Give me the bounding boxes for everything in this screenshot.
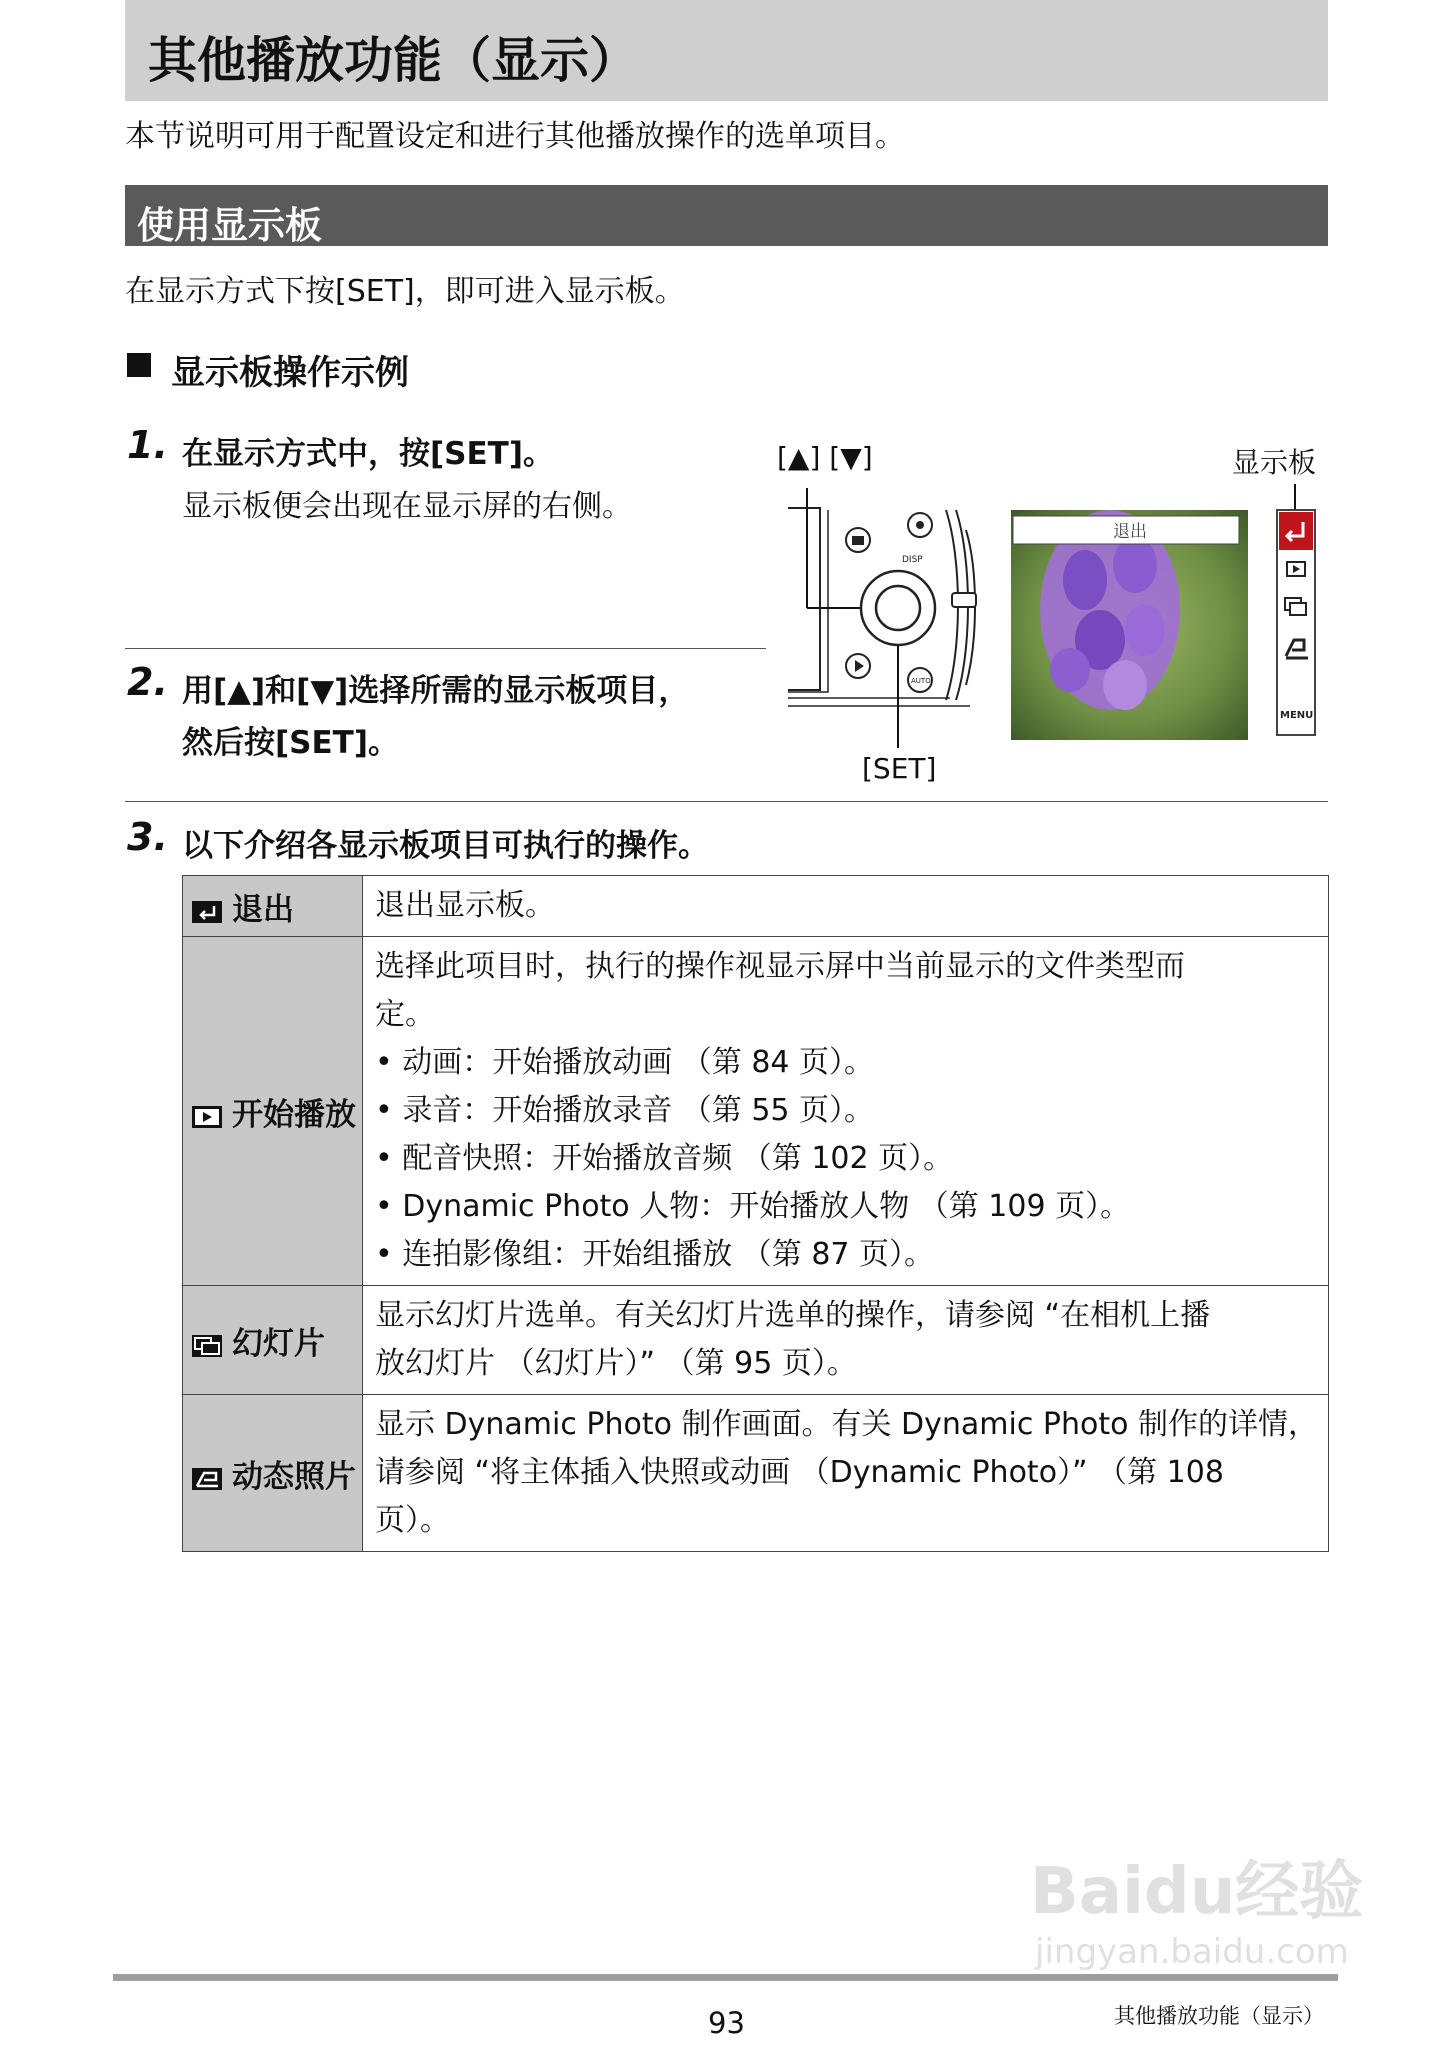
subheading: 显示板操作示例: [171, 353, 409, 393]
step-1-title: 在显示方式中，按[SET]。: [182, 436, 554, 472]
table-row: [183, 1286, 1329, 1395]
step-2-number: 2.: [127, 660, 168, 704]
bullet-item: • Dynamic Photo 人物：开始播放人物 （第 109 页）。: [375, 1189, 1131, 1224]
row-label: [183, 1286, 363, 1395]
table-row: [183, 937, 1329, 1286]
intro-text: 本节说明可用于配置设定和进行其他播放操作的选单项目。: [125, 119, 905, 154]
row-label: [183, 876, 363, 937]
row-description: [363, 1286, 1329, 1395]
exit-label: 退出: [232, 891, 294, 928]
square-bullet-icon: [127, 353, 151, 377]
step-3-title: 以下介绍各显示板项目可执行的操作。: [182, 828, 709, 864]
bullet-item: • 配音快照：开始播放音频 （第 102 页）。: [375, 1141, 954, 1176]
description-line: 页）。: [375, 1503, 451, 1538]
row-description: [363, 1395, 1329, 1552]
play-icon: [192, 1106, 222, 1128]
page-title: 其他播放功能（显示）: [148, 32, 639, 89]
description-line: 定。: [375, 997, 436, 1032]
watermark: [1030, 1840, 1363, 1972]
slideshow-icon: [192, 1335, 222, 1357]
operations-table: [182, 875, 1329, 1552]
panel-label: 显示板: [1232, 446, 1317, 479]
camera-diagram: [780, 470, 1330, 760]
divider: [125, 648, 766, 649]
footer-title: 其他播放功能（显示）: [1114, 2004, 1324, 2028]
svg-text:退出: 退出: [1113, 522, 1147, 542]
updown-buttons-label: [▲] [▼]: [777, 441, 873, 474]
dynamic-photo-label: 动态照片: [232, 1458, 356, 1495]
panel-exit-icon: [1279, 512, 1313, 550]
step-1-text: 显示板便会出现在显示屏的右侧。: [182, 489, 632, 524]
table-row: [183, 1395, 1329, 1552]
step-3-number: 3.: [127, 815, 168, 859]
slideshow-label: 幻灯片: [232, 1325, 325, 1362]
description-line: 显示幻灯片选单。有关幻灯片选单的操作，请参阅 “在相机上播: [375, 1298, 1211, 1333]
section-title: 使用显示板: [137, 204, 322, 247]
row-label: [183, 937, 363, 1286]
watermark-url: jingyan.baidu.com: [1035, 1932, 1349, 1972]
description-line: 选择此项目时，执行的操作视显示屏中当前显示的文件类型而: [375, 949, 1186, 984]
description-line: 放幻灯片 （幻灯片）” （第 95 页）。: [375, 1346, 857, 1381]
description-line: 显示 Dynamic Photo 制作画面。有关 Dynamic Photo 制作的详情，: [375, 1407, 1318, 1442]
description-line: 请参阅 “将主体插入快照或动画 （Dynamic Photo）” （第 108: [375, 1455, 1224, 1490]
watermark-brand: Baidu经验: [1030, 1855, 1364, 1929]
section-description: 在显示方式下按[SET]，即可进入显示板。: [125, 274, 685, 309]
svg-text:DISP: DISP: [902, 555, 923, 565]
footer-rule: [113, 1974, 1338, 1981]
play-label: 开始播放: [232, 1096, 356, 1133]
svg-text:AUTO: AUTO: [911, 677, 931, 685]
set-button-icon: [876, 586, 920, 630]
bullet-item: • 连拍影像组：开始组播放 （第 87 页）。: [375, 1237, 935, 1272]
row-description: [363, 937, 1329, 1286]
row-label: [183, 1395, 363, 1552]
table-row: [183, 876, 1329, 937]
divider: [125, 801, 1328, 802]
bullet-item: • 动画：开始播放动画 （第 84 页）。: [375, 1045, 875, 1080]
exit-icon: [192, 901, 222, 923]
step-1-number: 1.: [127, 423, 168, 467]
step-2-title-line1: 用[▲]和[▼]选择所需的显示板项目，: [182, 673, 690, 709]
svg-text:MENU: MENU: [1280, 710, 1314, 721]
bullet-item: • 录音：开始播放录音 （第 55 页）。: [375, 1093, 875, 1128]
row-description: 退出显示板。: [363, 876, 1329, 937]
dynamic-photo-icon: [192, 1468, 222, 1490]
set-button-label: [SET]: [862, 752, 937, 785]
step-2-title-line2: 然后按[SET]。: [182, 725, 399, 761]
page-number: 93: [708, 2006, 745, 2040]
